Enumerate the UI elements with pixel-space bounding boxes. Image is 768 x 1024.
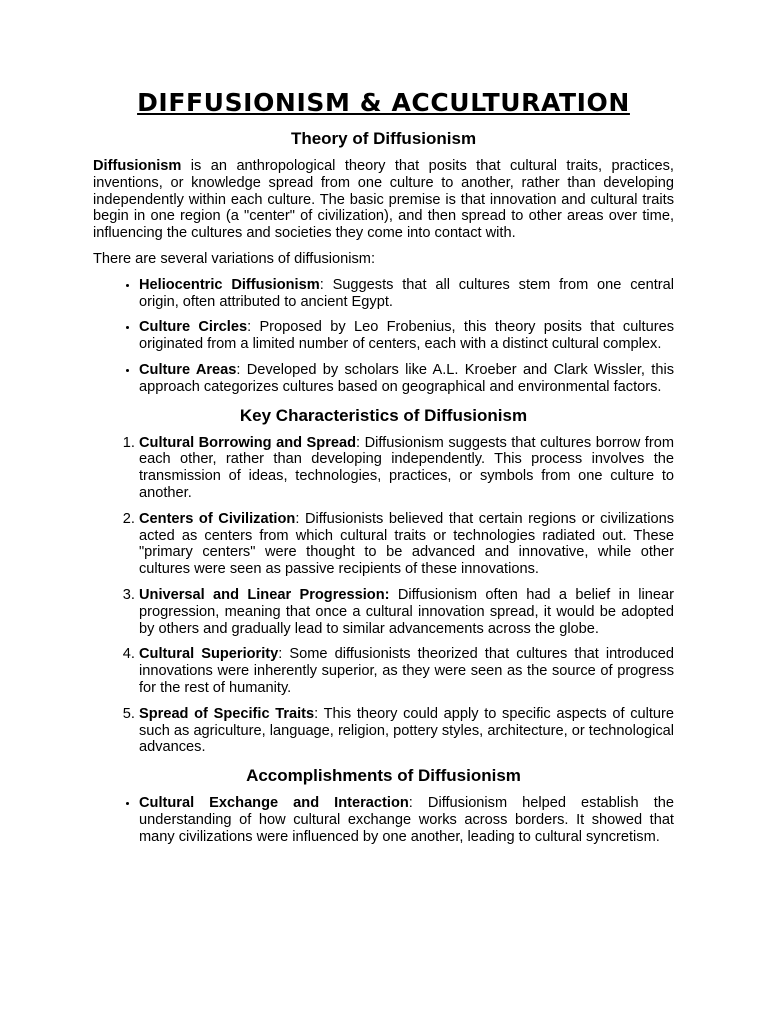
item-term: Cultural Superiority — [139, 646, 279, 663]
item-text: : Suggests that all cultures stem from one central origin, often attributed to ancient Egypt. — [139, 276, 674, 310]
list-item — [139, 646, 674, 696]
item-text: Diffusionism often had a belief in linear progression, meaning that once a cultural innovation spread, it would be adopted by others and gradually lead to similar advancements across the globe. — [139, 586, 674, 637]
item-term: Cultural Exchange and Interaction — [139, 795, 409, 812]
item-term: Culture Circles — [139, 319, 248, 336]
item-text: : Developed by scholars like A.L. Kroeber and Clark Wissler, this approach categorizes cultures based on geographical and environmental factors. — [139, 361, 674, 395]
item-text: : This theory could apply to specific aspects of culture such as agriculture, language, religion, pottery styles, architecture, or technological advances. — [139, 705, 674, 756]
item-term: Spread of Specific Traits — [139, 705, 315, 722]
variations-list — [93, 277, 674, 396]
variations-intro: There are several variations of diffusionism: — [93, 250, 376, 267]
item-text: : Some diffusionists theorized that cultures that introduced innovations were inherently superior, as they were seen as the source of progress for the rest of humanity. — [139, 646, 674, 696]
accomplishments-list — [93, 795, 674, 845]
section-heading-accomplishments: Accomplishments of Diffusionism — [246, 766, 521, 786]
list-item — [139, 706, 674, 756]
item-term: Universal and Linear Progression: — [139, 586, 390, 603]
section-heading-theory: Theory of Diffusionism — [290, 129, 477, 148]
list-item — [139, 511, 674, 578]
section-heading-characteristics: Key Characteristics of Diffusionism — [239, 405, 528, 425]
item-text: : Diffusionists believed that certain regions or civilizations acted as centers from which cultural traits or technologies radiated out. These "primary centers" were thought to be advanced and innovative, while other cultures were seen as passive recipients of these innovations. — [139, 510, 674, 578]
item-term: Culture Areas — [139, 361, 237, 378]
item-text: : Diffusionism helped establish the understanding of how cultural exchange works across borders. It showed that many civilizations were influenced by one another, leading to cultural syncretism. — [139, 795, 674, 845]
list-item — [139, 435, 674, 502]
list-item — [139, 319, 674, 353]
item-text: : Diffusionism suggests that cultures borrow from each other, rather than developing independently. This process involves the transmission of ideas, technologies, practices, or symbols from one culture to another. — [139, 434, 674, 501]
list-item — [139, 362, 674, 396]
characteristics-list — [93, 435, 674, 757]
intro-term: Diffusionism — [93, 158, 182, 174]
item-term: Cultural Borrowing and Spread — [139, 434, 357, 451]
item-term: Centers of Civilization — [139, 510, 296, 527]
intro-text: is an anthropological theory that posits that cultural traits, practices, inventions, or knowledge spread from one culture to another, rather than developing independently within each culture. The basic premise is that innovation and cultural traits begin in one region (a "center" of civilization), and then spread to other areas over time, influencing the cultures and societies they come into contact with. — [93, 158, 674, 242]
item-text: : Proposed by Leo Frobenius, this theory posits that cultures originated from a limited number of centers, each with a distinct cultural complex. — [139, 319, 674, 353]
intro-paragraph — [93, 158, 674, 242]
document-page — [93, 86, 674, 855]
list-item — [139, 795, 674, 845]
item-term: Heliocentric Diffusionism — [139, 276, 320, 293]
list-item — [139, 587, 674, 637]
list-item — [139, 277, 674, 311]
document-title: DIFFUSIONISM & ACCULTURATION — [137, 88, 630, 117]
